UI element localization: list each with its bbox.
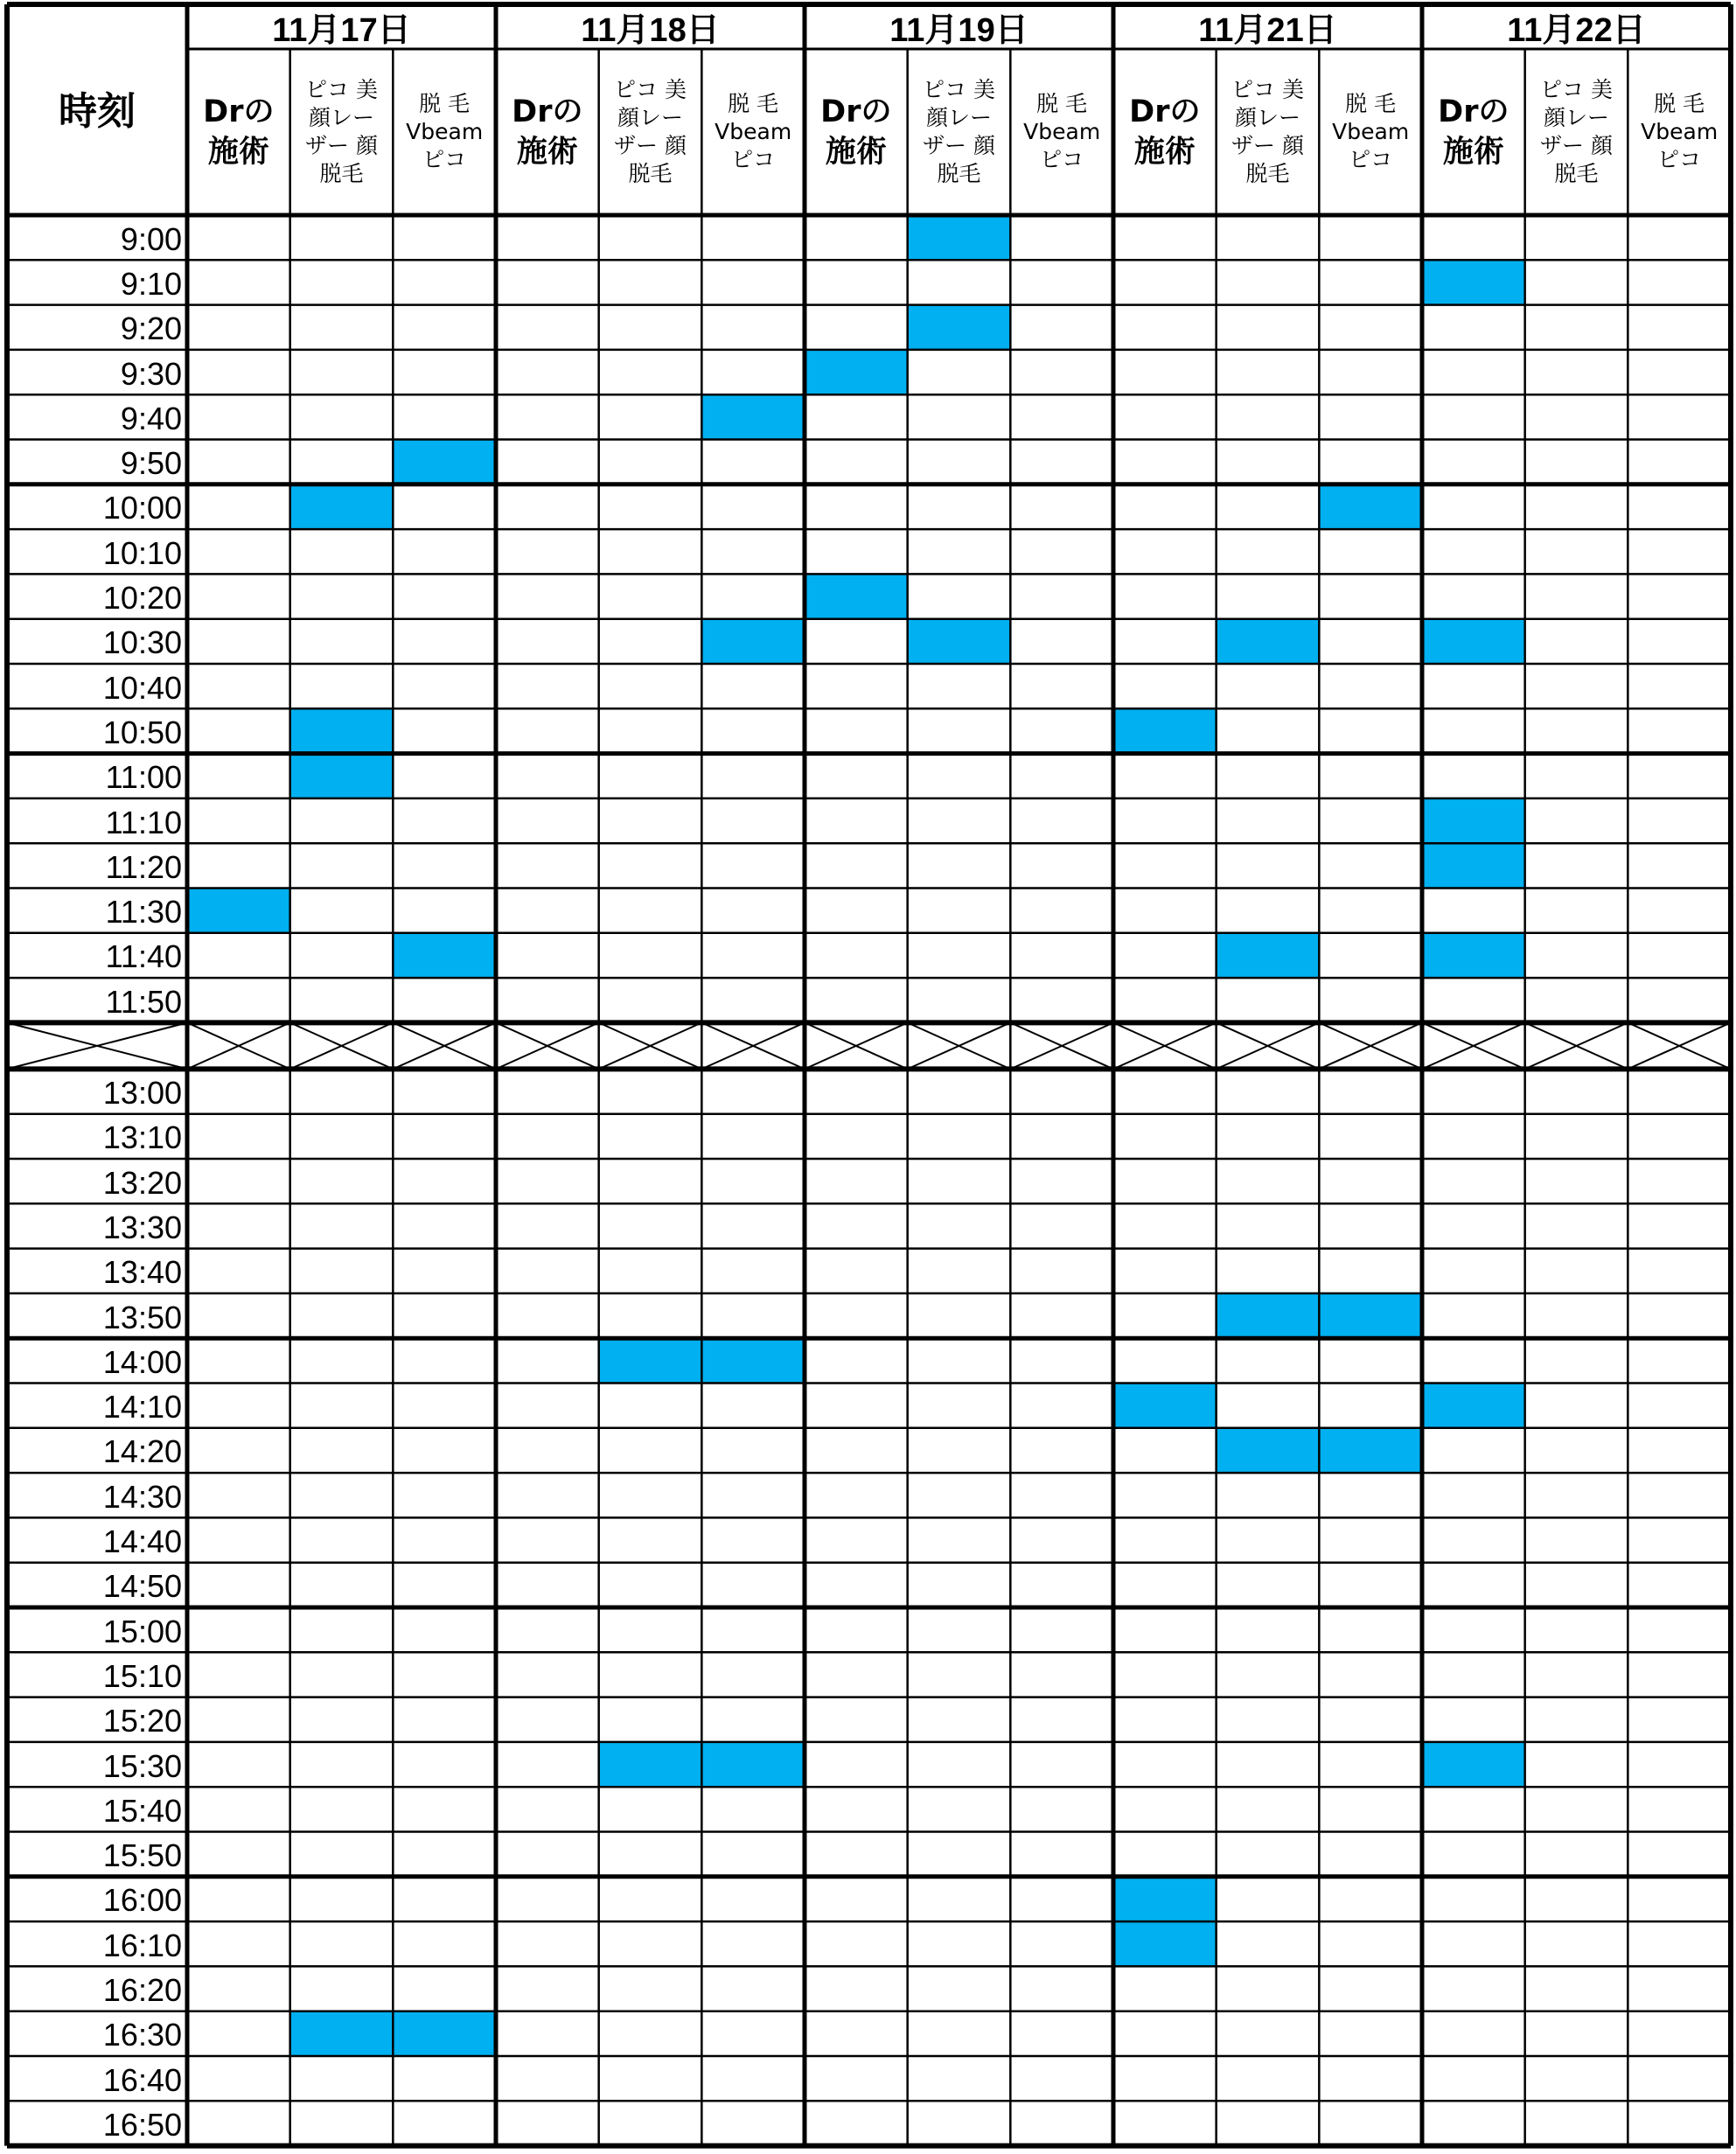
time-label: 9:30 — [120, 355, 182, 392]
date-header: 11月19日 — [889, 12, 1028, 49]
time-label: 16:00 — [102, 1882, 182, 1919]
time-label: 9:10 — [120, 265, 182, 302]
time-label: 13:10 — [102, 1119, 182, 1156]
time-label: 9:00 — [120, 220, 182, 257]
time-label: 14:30 — [102, 1478, 182, 1515]
column-header: 脱 毛 Vbeam ピコ — [1023, 91, 1101, 172]
column-header: 脱 毛 Vbeam ピコ — [1332, 91, 1410, 172]
time-label: 15:30 — [102, 1747, 182, 1784]
time-label: 9:40 — [120, 400, 182, 436]
time-label: 14:20 — [102, 1433, 182, 1470]
time-label: 15:10 — [102, 1657, 182, 1694]
time-label: 15:20 — [102, 1703, 182, 1739]
time-label: 9:50 — [120, 445, 182, 482]
date-header: 11月21日 — [1198, 12, 1337, 49]
time-label: 14:40 — [102, 1523, 182, 1560]
time-label: 16:40 — [102, 2061, 182, 2098]
time-label: 13:20 — [102, 1164, 182, 1201]
column-header: ピコ 美 顔レー ザー 顔 脱毛 — [1540, 77, 1613, 186]
column-header: 脱 毛 Vbeam ピコ — [1641, 91, 1719, 172]
time-label: 10:30 — [102, 624, 182, 661]
time-label: 11:50 — [105, 983, 182, 1020]
time-label: 13:00 — [102, 1075, 182, 1112]
time-label: 11:20 — [105, 848, 182, 885]
time-label: 10:50 — [102, 714, 182, 750]
column-header: 脱 毛 Vbeam ピコ — [406, 91, 484, 172]
time-label: 14:50 — [102, 1568, 182, 1605]
time-label: 9:20 — [120, 310, 182, 347]
date-header: 11月17日 — [272, 12, 411, 49]
time-label: 16:10 — [102, 1927, 182, 1963]
time-label: 11:30 — [105, 894, 182, 931]
column-header: 脱 毛 Vbeam ピコ — [715, 91, 792, 172]
time-label: 11:10 — [105, 804, 182, 840]
time-label: 13:40 — [102, 1254, 182, 1291]
column-header: Drの 施術 — [1129, 94, 1201, 170]
time-label: 16:20 — [102, 1972, 182, 2009]
time-label: 13:50 — [102, 1299, 182, 1335]
time-label: 13:30 — [102, 1209, 182, 1245]
time-label: 15:50 — [102, 1837, 182, 1874]
time-label: 10:20 — [102, 580, 182, 617]
date-header: 11月18日 — [581, 12, 720, 49]
column-header: ピコ 美 顔レー ザー 顔 脱毛 — [1231, 77, 1304, 186]
time-column-header: 時刻 — [59, 89, 136, 134]
column-header: Drの 施術 — [512, 94, 583, 170]
date-header: 11月22日 — [1507, 12, 1646, 49]
time-label: 11:00 — [105, 759, 182, 796]
column-header: Drの 施術 — [820, 94, 892, 170]
time-label: 16:30 — [102, 2017, 182, 2053]
time-label: 10:10 — [102, 534, 182, 571]
column-header: ピコ 美 顔レー ザー 顔 脱毛 — [923, 77, 995, 186]
time-label: 10:40 — [102, 669, 182, 706]
time-label: 14:10 — [102, 1389, 182, 1426]
time-label: 11:40 — [105, 938, 182, 975]
time-label: 15:40 — [102, 1792, 182, 1829]
time-label: 10:00 — [102, 490, 182, 526]
time-label: 16:50 — [102, 2106, 182, 2143]
column-header: Drの 施術 — [1438, 94, 1509, 170]
time-label: 15:00 — [102, 1613, 182, 1649]
column-header: Drの 施術 — [203, 94, 275, 170]
column-header: ピコ 美 顔レー ザー 顔 脱毛 — [305, 77, 378, 186]
column-header: ピコ 美 顔レー ザー 顔 脱毛 — [614, 77, 687, 186]
time-label: 14:00 — [102, 1343, 182, 1380]
